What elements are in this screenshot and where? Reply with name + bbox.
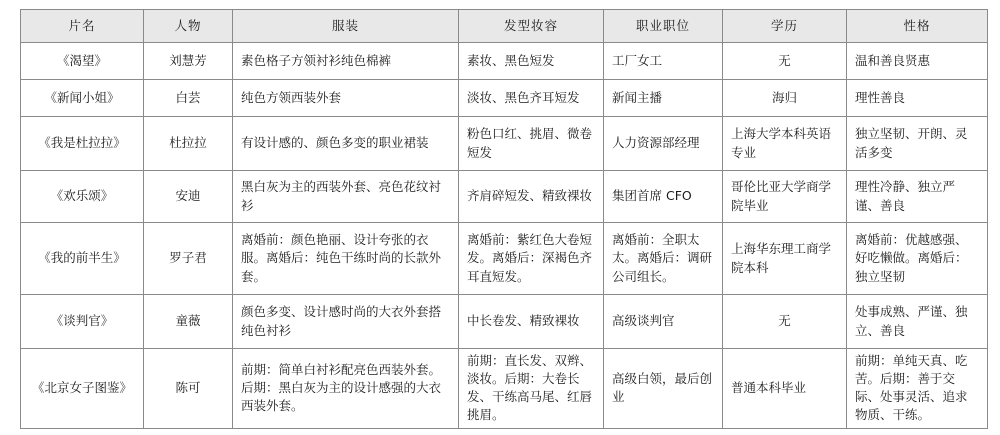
table-row [21, 295, 988, 349]
cell-costume: 前期：简单白衬衫配亮色西装外套。后期：黑白灰为主的设计感强的大衣西装外套。 [233, 349, 459, 429]
cell-personality: 离婚前：优越感强、好吃懒做。离婚后：独立坚韧 [847, 223, 988, 295]
cell-person: 童薇 [144, 295, 233, 349]
cell-title: 《渴望》 [21, 43, 144, 80]
cell-personality: 温和善良贤惠 [847, 43, 988, 80]
header-job: 职业职位 [604, 10, 723, 43]
cell-education: 上海大学本科英语专业 [723, 117, 847, 171]
cell-costume: 素色格子方领衬衫纯色棉裤 [233, 43, 459, 80]
table-row [21, 171, 988, 223]
cell-hair-makeup: 前期：直长发、双辫、淡妆。后期：大卷长发、干练高马尾、红唇挑眉。 [459, 349, 604, 429]
cell-person: 罗子君 [144, 223, 233, 295]
cell-personality: 理性冷静、独立严谨、善良 [847, 171, 988, 223]
cell-costume: 黑白灰为主的西装外套、亮色花纹衬衫 [233, 171, 459, 223]
table-row [21, 223, 988, 295]
cell-job: 集团首席 CFO [604, 171, 723, 223]
cell-personality: 独立坚韧、开朗、灵活多变 [847, 117, 988, 171]
table-row [21, 80, 988, 117]
cell-person: 白芸 [144, 80, 233, 117]
cell-personality: 处事成熟、严谨、独立、善良 [847, 295, 988, 349]
table-row [21, 117, 988, 171]
cell-costume: 有设计感的、颜色多变的职业裙装 [233, 117, 459, 171]
cell-personality: 理性善良 [847, 80, 988, 117]
header-costume: 服装 [233, 10, 459, 43]
cell-title: 《谈判官》 [21, 295, 144, 349]
cell-hair-makeup: 粉色口红、挑眉、微卷短发 [459, 117, 604, 171]
table-row [21, 43, 988, 80]
cell-job: 高级谈判官 [604, 295, 723, 349]
cell-costume: 纯色方领西装外套 [233, 80, 459, 117]
cell-job: 离婚前：全职太太。离婚后：调研公司组长。 [604, 223, 723, 295]
header-person: 人物 [144, 10, 233, 43]
cell-title: 《欢乐颂》 [21, 171, 144, 223]
header-hair-makeup: 发型妆容 [459, 10, 604, 43]
header-education: 学历 [723, 10, 847, 43]
cell-person: 陈可 [144, 349, 233, 429]
cell-job: 工厂女工 [604, 43, 723, 80]
header-row [21, 10, 988, 43]
cell-education: 上海华东理工商学院本科 [723, 223, 847, 295]
cell-hair-makeup: 中长卷发、精致裸妆 [459, 295, 604, 349]
cell-job: 人力资源部经理 [604, 117, 723, 171]
cell-person: 刘慧芳 [144, 43, 233, 80]
cell-title: 《北京女子图鉴》 [21, 349, 144, 429]
cell-job: 高级白领，最后创业 [604, 349, 723, 429]
header-title: 片名 [21, 10, 144, 43]
cell-job: 新闻主播 [604, 80, 723, 117]
cell-costume: 离婚前：颜色艳丽、设计夸张的衣服。离婚后：纯色干练时尚的长款外套。 [233, 223, 459, 295]
cell-hair-makeup: 淡妆、黑色齐耳短发 [459, 80, 604, 117]
cell-person: 安迪 [144, 171, 233, 223]
cell-personality: 前期：单纯天真、吃苦。后期：善于交际、处事灵活、追求物质、干练。 [847, 349, 988, 429]
cell-title: 《我是杜拉拉》 [21, 117, 144, 171]
cell-education: 普通本科毕业 [723, 349, 847, 429]
cell-title: 《新闻小姐》 [21, 80, 144, 117]
cell-education: 无 [723, 43, 847, 80]
cell-hair-makeup: 离婚前：紫红色大卷短发。离婚后：深褐色齐耳直短发。 [459, 223, 604, 295]
cell-education: 海归 [723, 80, 847, 117]
cell-costume: 颜色多变、设计感时尚的大衣外套搭纯色衬衫 [233, 295, 459, 349]
header-personality: 性格 [847, 10, 988, 43]
cell-education: 无 [723, 295, 847, 349]
cell-person: 杜拉拉 [144, 117, 233, 171]
cell-title: 《我的前半生》 [21, 223, 144, 295]
table-row [21, 349, 988, 429]
cell-hair-makeup: 素妆、黑色短发 [459, 43, 604, 80]
cell-education: 哥伦比亚大学商学院毕业 [723, 171, 847, 223]
drama-character-table [20, 9, 988, 429]
cell-hair-makeup: 齐肩碎短发、精致裸妆 [459, 171, 604, 223]
